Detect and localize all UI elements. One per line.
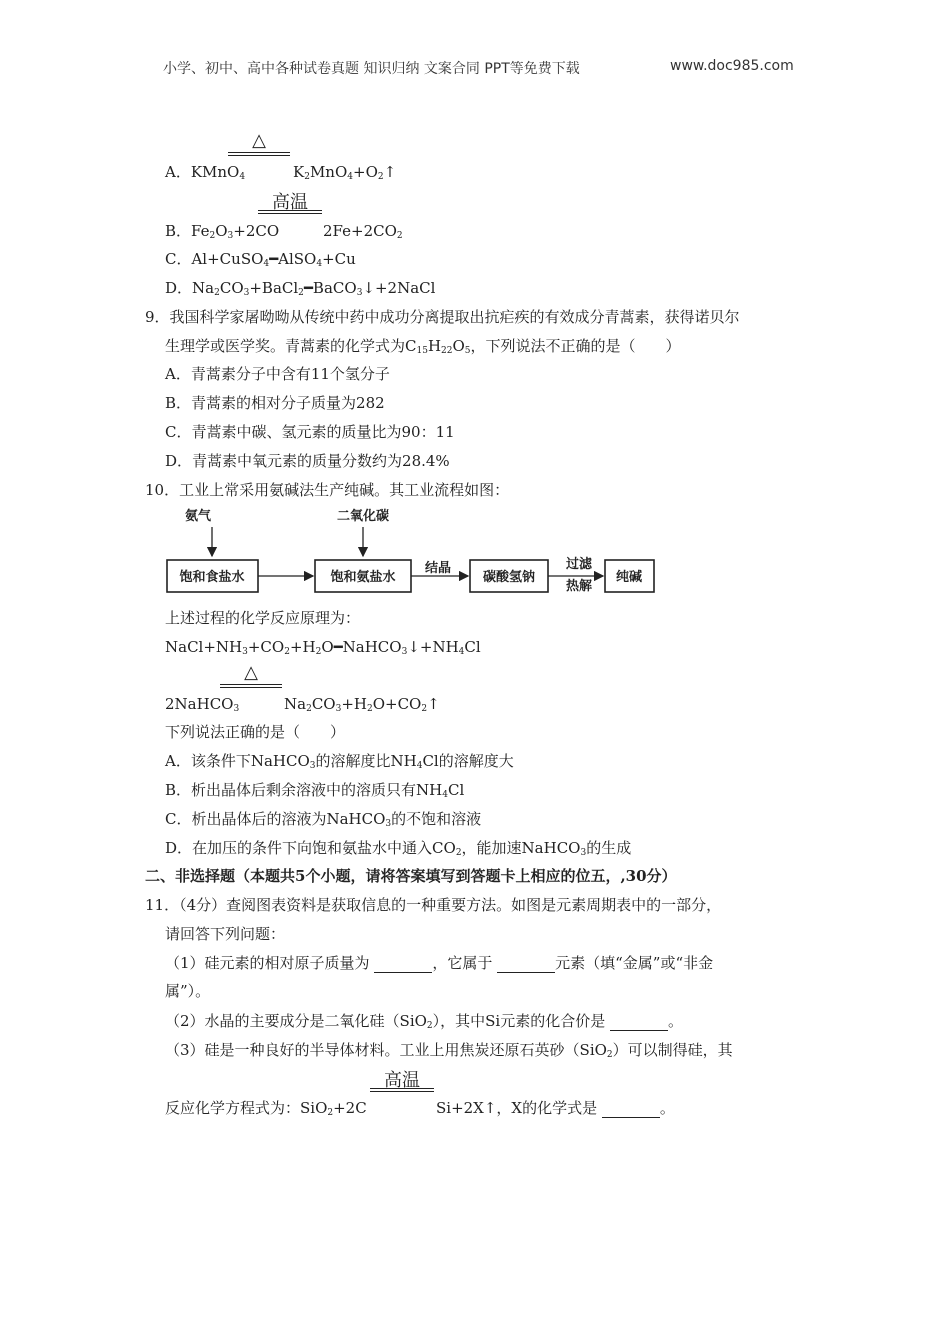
flow-step-pyrolysis: 热解 (565, 579, 593, 594)
flow-box-soda-ash-label: 纯碱 (615, 570, 643, 585)
q8-option-d[interactable]: D．$Na_2CO_3+BaCl_2━BaCO_3↓+2NaCl$ (165, 279, 436, 298)
q8-option-a-product: $K_2MnO_4+O_2↑$ (293, 163, 397, 182)
q8-option-a[interactable]: A．KMnO$_4$ (165, 163, 246, 182)
q9-option-a[interactable]: A．青蒿素分子中含有11个氢分子 (165, 365, 390, 383)
q8-option-c[interactable]: C．Al+CuSO$_4$━AlSO$_4$+Cu (165, 250, 356, 269)
q8-option-b[interactable]: B．$Fe_2O_3+2CO$ (165, 222, 280, 241)
q10-principle: 上述过程的化学反应原理为： (165, 609, 361, 627)
answer-blank[interactable] (374, 956, 432, 973)
q11-part3: （3）硅是一种良好的半导体材料。工业上用焦炭还原石英砂（SiO$_2$）可以制得硅，其 (165, 1041, 733, 1060)
equals-line (370, 1088, 434, 1092)
q11-stem-line1: 11．（4分）查阅图表资料是获取信息的一种重要方法。如图是元素周期表中的一部分， (145, 896, 722, 914)
section-2-heading: 二、非选择题（本题共5个小题，请将答案填写到答题卡上相应的位五，,30分） (145, 867, 677, 885)
q11-part2: （2）水晶的主要成分是二氧化硅（SiO$_2$），其中Si元素的化合价是 。 (165, 1012, 684, 1031)
q10-equation-1: $NaCl+NH_3+CO_2+H_2O━NaHCO_3↓+NH_4Cl$ (165, 638, 481, 657)
header-text: 小学、初中、高中各种试卷真题 知识归纳 文案合同 PPT等免费下载 (163, 61, 580, 77)
process-flow-diagram (163, 504, 658, 600)
flow-step-filter: 过滤 (565, 557, 593, 572)
q10-equation-2-right: $Na_2CO_3+H_2O+CO_2↑$ (284, 695, 440, 714)
q10-option-a[interactable]: A．该条件下NaHCO$_3$的溶解度比$NH_4Cl$的溶解度大 (165, 752, 514, 771)
header-url[interactable]: www.doc985.com (670, 58, 794, 74)
heat-condition: △ (252, 130, 266, 151)
flow-box-saturated-brine-label: 饱和食盐水 (179, 570, 245, 585)
q11-part1-cont: 属”）。 (165, 982, 211, 1000)
flow-input-ammonia: 氨气 (184, 509, 212, 524)
q9-stem-line1: 9．我国科学家屠呦呦从传统中药中成功分离提取出抗疟疾的有效成分青蒿素，获得诺贝尔 (145, 308, 740, 326)
q11-part1: （1）硅元素的相对原子质量为 ，它属于 元素（填“金属”或“非金 (165, 954, 714, 972)
high-temp-condition: 高温 (272, 192, 308, 213)
q10-option-b[interactable]: B．析出晶体后剩余溶液中的溶质只有$NH_4Cl$ (165, 781, 465, 800)
q9-option-c[interactable]: C．青蒿素中碳、氢元素的质量比为90：11 (165, 423, 455, 441)
q10-ask: 下列说法正确的是（ ） (165, 723, 346, 741)
q10-option-d[interactable]: D．在加压的条件下向饱和氨盐水中通入$CO_2$，能加速NaHCO$_3$的生成 (165, 839, 632, 858)
answer-blank[interactable] (610, 1014, 668, 1031)
answer-blank[interactable] (497, 956, 555, 973)
flow-step-crystallize: 结晶 (424, 561, 452, 576)
equals-line (220, 684, 282, 688)
q9-option-d[interactable]: D．青蒿素中氧元素的质量分数约为28.4% (165, 452, 450, 470)
q10-option-c[interactable]: C．析出晶体后的溶液为NaHCO$_3$的不饱和溶液 (165, 810, 482, 829)
q10-equation-2-left: 2NaHCO$_3$ (165, 695, 240, 714)
equals-line (258, 210, 322, 214)
q8-option-b-product: $2Fe+2CO_2$ (323, 222, 403, 241)
q10-stem: 10．工业上常采用氨碱法生产纯碱。其工业流程如图： (145, 481, 510, 499)
answer-blank[interactable] (602, 1101, 660, 1118)
equals-line (228, 152, 290, 156)
q11-stem-line2: 请回答下列问题： (165, 925, 286, 943)
q11-part3-equation-right: Si+2X↑，X的化学式是 。 (436, 1099, 675, 1117)
q9-option-b[interactable]: B．青蒿素的相对分子质量为282 (165, 394, 385, 412)
q9-stem-line2: 生理学或医学奖。青蒿素的化学式为$C_{15}H_{22}O_5$，下列说法不正确的是（ ） (165, 337, 681, 356)
high-temp-condition: 高温 (384, 1070, 420, 1091)
heat-condition: △ (244, 662, 258, 683)
flow-box-sodium-bicarbonate-label: 碳酸氢钠 (482, 570, 536, 585)
flow-box-ammoniated-brine-label: 饱和氨盐水 (330, 570, 396, 585)
q11-part3-equation-left: 反应化学方程式为：SiO$_2$+2C (165, 1099, 367, 1118)
flow-input-co2: 二氧化碳 (336, 509, 390, 524)
